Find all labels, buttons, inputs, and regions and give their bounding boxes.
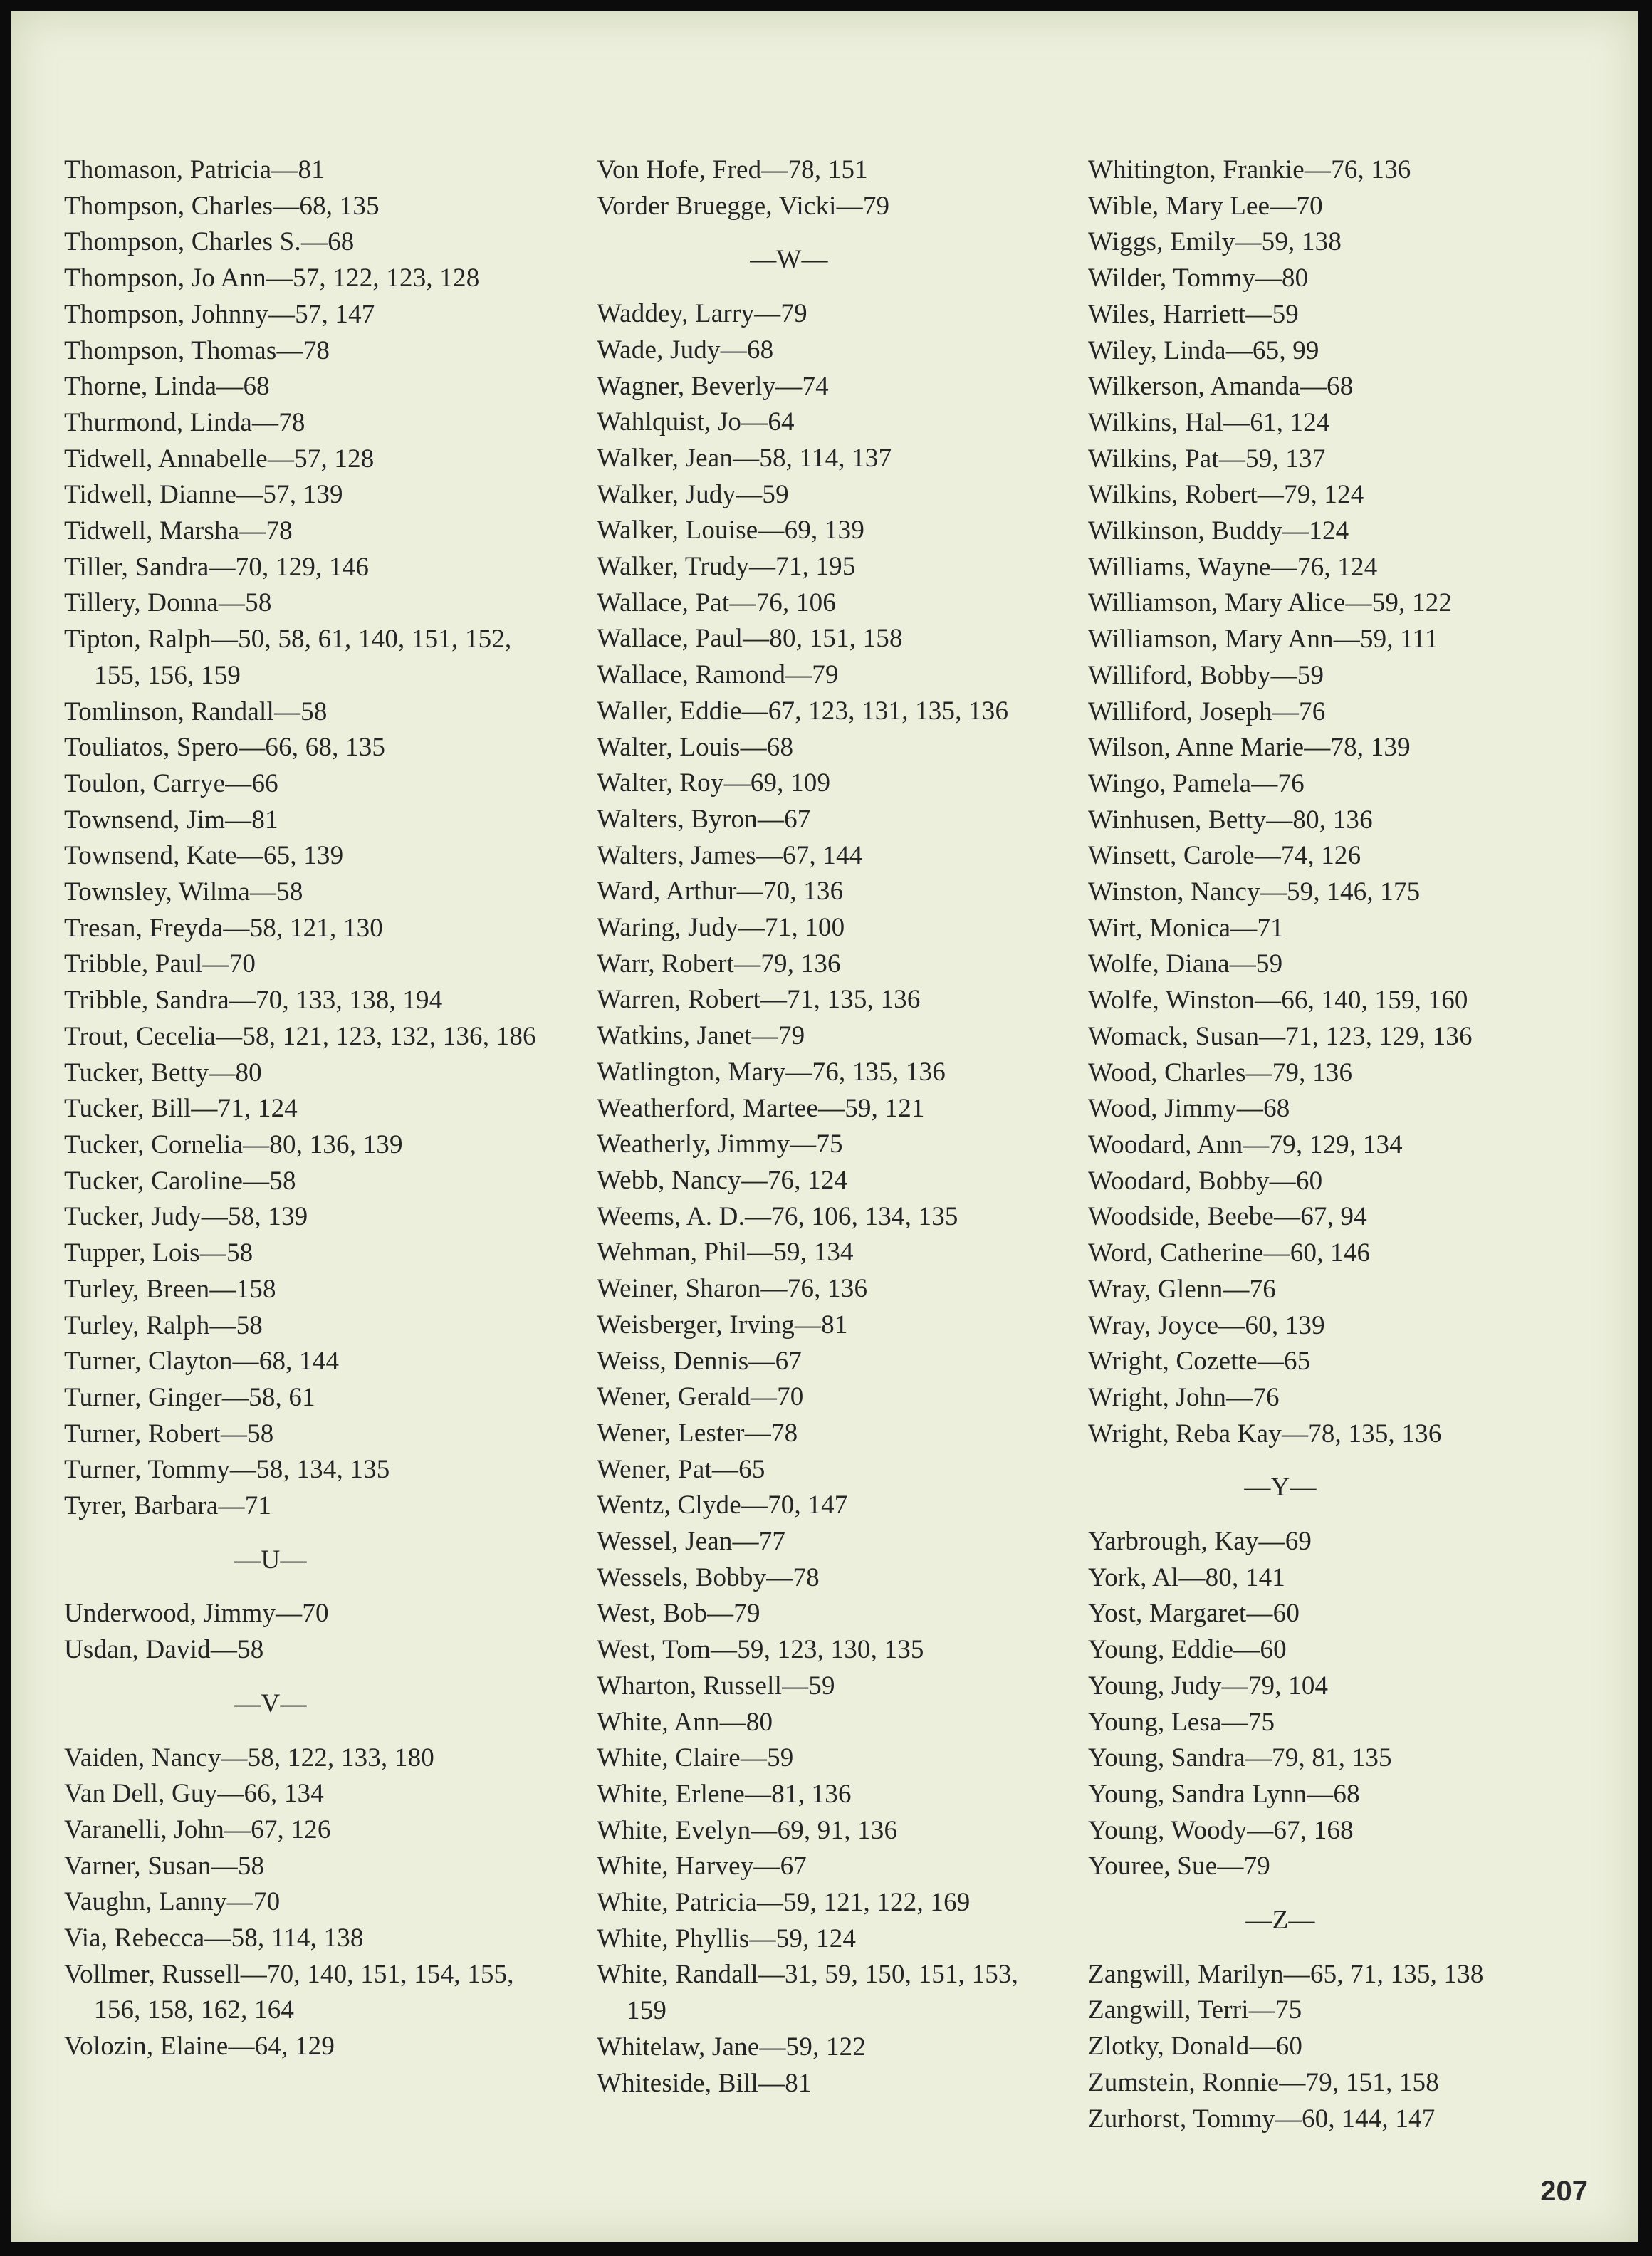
letter-heading: —W— [750,245,828,275]
index-entry: Walter, Louis—68 [597,732,794,762]
index-entry: Woodside, Beebe—67, 94 [1088,1202,1367,1232]
index-entry: Tucker, Betty—80 [64,1058,262,1087]
index-entry: Williamson, Mary Ann—59, 111 [1088,625,1438,654]
index-entry: Wray, Glenn—76 [1088,1274,1277,1304]
index-entry: Turner, Robert—58 [64,1419,274,1448]
index-entry: Young, Sandra Lynn—68 [1088,1779,1360,1809]
index-entry: Warr, Robert—79, 136 [597,949,841,978]
letter-heading: —Y— [1244,1473,1317,1503]
index-entry: Wehman, Phil—59, 134 [597,1238,854,1268]
index-entry: Tucker, Caroline—58 [64,1166,296,1196]
index-entry: Williamson, Mary Alice—59, 122 [1088,588,1453,618]
index-entry: Wahlquist, Jo—64 [597,407,795,437]
index-entry: Walker, Jean—58, 114, 137 [597,443,892,473]
index-entry: Walter, Roy—69, 109 [597,768,831,798]
index-entry: White, Erlene—81, 136 [597,1779,852,1809]
index-entry: Young, Woody—67, 168 [1088,1815,1354,1845]
index-entry: Thompson, Charles—68, 135 [64,191,380,221]
index-entry: Weiss, Dennis—67 [597,1346,802,1376]
index-entry: Vaiden, Nancy—58, 122, 133, 180 [64,1743,435,1772]
index-entry: Whiteside, Bill—81 [597,2068,812,2098]
index-entry: Wagner, Beverly—74 [597,371,829,401]
index-entry: Townsend, Kate—65, 139 [64,841,344,871]
index-column-3 [1088,152,1586,2137]
index-page [11,11,1638,2242]
index-entry: Thompson, Jo Ann—57, 122, 123, 128 [64,263,480,293]
index-entry: Wentz, Clyde—70, 147 [597,1490,848,1520]
index-entry: Wilson, Anne Marie—78, 139 [1088,733,1411,763]
index-entry: Young, Judy—79, 104 [1088,1671,1329,1701]
index-entry: Ward, Arthur—70, 136 [597,877,844,907]
index-entry: Watlington, Mary—76, 135, 136 [597,1057,946,1087]
index-entry: White, Phyllis—59, 124 [597,1923,857,1953]
index-entry: Wallace, Paul—80, 151, 158 [597,624,903,654]
index-entry: Thompson, Thomas—78 [64,335,330,365]
index-entry: Wallace, Pat—76, 106 [597,588,836,617]
index-entry: Wiggs, Emily—59, 138 [1088,227,1342,257]
index-entry: Tomlinson, Randall—58 [64,696,328,726]
index-entry: Weisberger, Irving—81 [597,1310,848,1340]
index-entry: Townsley, Wilma—58 [64,877,303,907]
index-entry: Vollmer, Russell—70, 140, 151, 154, 155, 156, 158, 162, 164 [64,1959,514,2025]
index-entry: West, Bob—79 [597,1599,760,1629]
index-entry: Walters, James—67, 144 [597,840,863,870]
index-entry: Wiley, Linda—65, 99 [1088,335,1319,365]
index-entry: Word, Catherine—60, 146 [1088,1238,1371,1268]
index-entry: Williams, Wayne—76, 124 [1088,552,1378,582]
index-entry: Tucker, Bill—71, 124 [64,1094,298,1124]
index-entry: Trout, Cecelia—58, 121, 123, 132, 136, 186 [64,1021,536,1051]
index-entry: Tidwell, Dianne—57, 139 [64,480,343,510]
index-entry: Vaughn, Lanny—70 [64,1887,281,1917]
index-entry: Wingo, Pamela—76 [1088,768,1305,798]
index-entry: Wray, Joyce—60, 139 [1088,1310,1325,1340]
index-entry: Tribble, Paul—70 [64,949,256,979]
index-entry: Wener, Lester—78 [597,1418,798,1448]
index-entry: Woodard, Ann—79, 129, 134 [1088,1129,1403,1159]
index-entry: Wilder, Tommy—80 [1088,263,1309,293]
index-entry: Tidwell, Marsha—78 [64,516,293,546]
index-column-2 [597,152,1052,2101]
index-entry: Turner, Clayton—68, 144 [64,1347,340,1377]
index-entry: Volozin, Elaine—64, 129 [64,2032,335,2062]
index-entry: Touliatos, Spero—66, 68, 135 [64,733,386,763]
index-entry: Via, Rebecca—58, 114, 138 [64,1923,364,1953]
index-entry: Winhusen, Betty—80, 136 [1088,805,1373,835]
index-entry: Tucker, Judy—58, 139 [64,1202,308,1232]
index-entry: Womack, Susan—71, 123, 129, 136 [1088,1021,1473,1051]
index-entry: Tillery, Donna—58 [64,588,272,618]
index-entry: Warren, Robert—71, 135, 136 [597,985,921,1015]
index-entry: Vorder Bruegge, Vicki—79 [597,191,890,221]
index-entry: Zlotky, Donald—60 [1088,2032,1303,2062]
index-entry: Yarbrough, Kay—69 [1088,1527,1312,1557]
index-entry: Wirt, Monica—71 [1088,913,1284,943]
index-entry: Wallace, Ramond—79 [597,660,839,690]
index-entry: Wade, Judy—68 [597,335,774,365]
index-entry: Tipton, Ralph—50, 58, 61, 140, 151, 152, 155, 156, 159 [64,625,512,690]
index-entry: Wright, Cozette—65 [1088,1347,1311,1377]
index-entry: Wilkins, Pat—59, 137 [1088,444,1326,474]
index-entry: Varner, Susan—58 [64,1851,265,1881]
index-entry: Waller, Eddie—67, 123, 131, 135, 136 [597,696,1009,726]
index-entry: Usdan, David—58 [64,1635,264,1665]
index-entry: Wilkinson, Buddy—124 [1088,516,1349,546]
index-entry: Tidwell, Annabelle—57, 128 [64,444,375,474]
index-entry: Wright, John—76 [1088,1382,1280,1412]
index-entry: Williford, Bobby—59 [1088,660,1324,690]
index-entry: Thompson, Charles S.—68 [64,227,355,257]
index-entry: Wood, Charles—79, 136 [1088,1058,1353,1087]
index-entry: Waring, Judy—71, 100 [597,913,845,943]
index-entry: Wright, Reba Kay—78, 135, 136 [1088,1419,1442,1448]
index-entry: Turner, Tommy—58, 134, 135 [64,1455,390,1485]
index-entry: Weiner, Sharon—76, 136 [597,1274,868,1304]
index-entry: Wener, Pat—65 [597,1454,765,1484]
index-entry: Tribble, Sandra—70, 133, 138, 194 [64,986,443,1015]
index-entry: Weatherford, Martee—59, 121 [597,1093,925,1123]
index-entry: Tyrer, Barbara—71 [64,1491,272,1521]
index-entry: Van Dell, Guy—66, 134 [64,1779,324,1809]
index-entry: Townsend, Jim—81 [64,805,278,835]
index-entry: Wible, Mary Lee—70 [1088,191,1323,221]
index-entry: Williford, Joseph—76 [1088,696,1326,726]
index-column-1 [64,152,563,2065]
index-entry: Wiles, Harriett—59 [1088,299,1299,329]
index-entry: Zumstein, Ronnie—79, 151, 158 [1088,2067,1439,2097]
index-entry: Thorne, Linda—68 [64,372,270,402]
index-entry: Yost, Margaret—60 [1088,1599,1300,1629]
index-entry: Wilkerson, Amanda—68 [1088,372,1354,402]
index-entry: Walters, Byron—67 [597,804,811,834]
index-entry: West, Tom—59, 123, 130, 135 [597,1635,924,1665]
index-entry: Wessel, Jean—77 [597,1527,786,1557]
letter-heading: —Z— [1245,1906,1315,1936]
index-entry: Wolfe, Diana—59 [1088,949,1283,979]
index-entry: Toulon, Carrye—66 [64,768,278,798]
index-entry: Thurmond, Linda—78 [64,407,305,437]
index-entry: White, Patricia—59, 121, 122, 169 [597,1888,971,1918]
index-entry: Young, Eddie—60 [1088,1635,1287,1665]
index-entry: Waddey, Larry—79 [597,299,807,329]
index-entry: White, Harvey—67 [597,1852,807,1881]
page-number: 207 [1540,2176,1588,2207]
index-entry: Wener, Gerald—70 [597,1382,804,1412]
letter-heading: —U— [234,1545,307,1574]
index-entry: Tiller, Sandra—70, 129, 146 [64,552,370,582]
index-entry: Varanelli, John—67, 126 [64,1814,331,1844]
index-entry: Underwood, Jimmy—70 [64,1599,329,1629]
index-entry: Whitington, Frankie—76, 136 [1088,155,1411,184]
index-entry: York, Al—80, 141 [1088,1562,1285,1592]
index-entry: Winsett, Carole—74, 126 [1088,841,1361,871]
index-entry: Walker, Judy—59 [597,479,789,509]
index-entry: Turley, Ralph—58 [64,1310,263,1340]
index-entry: Walker, Trudy—71, 195 [597,552,856,582]
index-entry: Wessels, Bobby—78 [597,1562,820,1592]
index-entry: Youree, Sue—79 [1088,1852,1270,1881]
index-entry: Von Hofe, Fred—78, 151 [597,155,868,184]
index-entry: Tucker, Cornelia—80, 136, 139 [64,1129,403,1159]
index-entry: Weatherly, Jimmy—75 [597,1129,843,1159]
index-entry: Webb, Nancy—76, 124 [597,1165,848,1195]
index-entry: Weems, A. D.—76, 106, 134, 135 [597,1201,958,1231]
index-entry: White, Ann—80 [597,1707,773,1737]
index-entry: Wood, Jimmy—68 [1088,1094,1290,1124]
index-entry: Winston, Nancy—59, 146, 175 [1088,877,1421,907]
index-entry: Watkins, Janet—79 [597,1021,805,1051]
index-entry: Turner, Ginger—58, 61 [64,1382,315,1412]
index-entry: Zangwill, Marilyn—65, 71, 135, 138 [1088,1959,1484,1989]
index-entry: Wilkins, Hal—61, 124 [1088,407,1330,437]
index-entry: White, Evelyn—69, 91, 136 [597,1815,898,1845]
index-entry: Young, Lesa—75 [1088,1707,1275,1737]
index-entry: White, Claire—59 [597,1743,794,1773]
letter-heading: —V— [234,1688,307,1718]
index-entry: Turley, Breen—158 [64,1274,276,1304]
index-entry: Thompson, Johnny—57, 147 [64,299,375,329]
index-entry: Young, Sandra—79, 81, 135 [1088,1743,1392,1773]
index-entry: Tupper, Lois—58 [64,1238,253,1268]
index-entry: Walker, Louise—69, 139 [597,516,865,545]
index-entry: White, Randall—31, 59, 150, 151, 153, 159 [597,1960,1019,2026]
index-entry: Whitelaw, Jane—59, 122 [597,2032,867,2062]
index-entry: Zangwill, Terri—75 [1088,1995,1302,2025]
index-entry: Wolfe, Winston—66, 140, 159, 160 [1088,986,1468,1015]
index-entry: Wilkins, Robert—79, 124 [1088,480,1364,510]
index-entry: Thomason, Patricia—81 [64,155,325,184]
index-entry: Woodard, Bobby—60 [1088,1166,1323,1196]
index-entry: Wharton, Russell—59 [597,1671,835,1701]
index-entry: Tresan, Freyda—58, 121, 130 [64,913,384,943]
index-entry: Zurhorst, Tommy—60, 144, 147 [1088,2104,1436,2134]
